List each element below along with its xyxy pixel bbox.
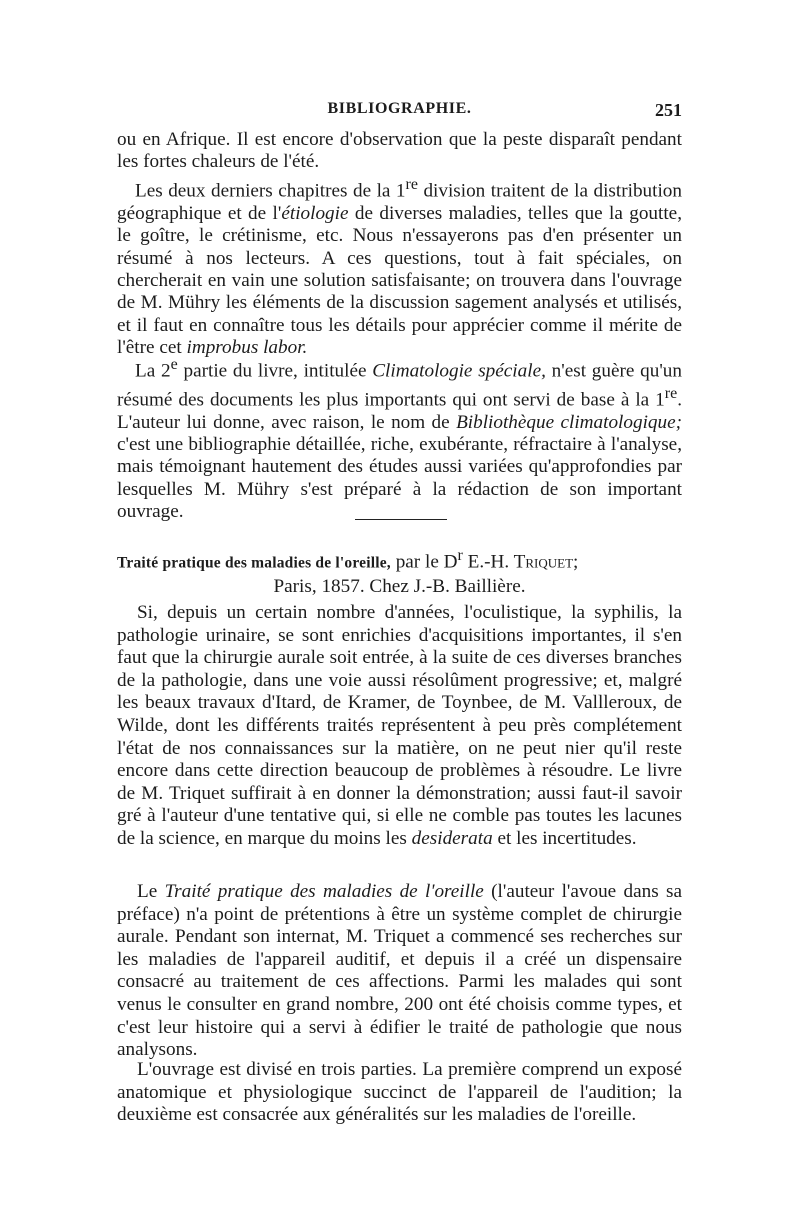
- book-author: E.-H. Triquet;: [462, 551, 579, 573]
- page-number: 251: [655, 100, 682, 120]
- book-publisher: Paris, 1857. Chez J.-B. Baillière.: [273, 576, 526, 598]
- paragraph-6: L'ouvrage est divisé en trois parties. La première comprend un exposé anatomique et physiologique succinct de l'appareil de l'audition; la deuxième est consacrée aux généralités sur les maladies de l'oreille.: [117, 1059, 682, 1126]
- review-heading: Traité pratique des maladies de l'oreille, par le $D^r$ E.-H. Triquet; Paris, 1857. Chez J.-B. Baillière.: [117, 544, 682, 599]
- book-title: Traité pratique des maladies de l'oreille,: [117, 554, 391, 572]
- paragraph-4: Si, depuis un certain nombre d'années, l'oculistique, la syphilis, la pathologie urinaire, se sont enrichies d'acquisitions importantes, il s'en faut que la chirurgie aurale soit entrée, à la suite de ces diverses branches de la pathologie, dans une voie aussi résolûment progressive; et, malgré les beaux travaux d'Itard, de Kramer, de Toynbee, de M. Vallleroux, de Wilde, dont les différents traités représentent à peu près complétement l'état de nos connaissances sur la matière, on ne peut nier qu'il reste encore dans cette direction beaucoup de problèmes à résoudre. Le livre de M. Triquet suffirait à en donner la démonstration; aussi faut-il savoir gré à l'auteur d'une tentative qui, si elle ne comble pas toutes les lacunes de la science, en marque du moins les desiderata et les incertitudes.: [117, 602, 682, 849]
- paragraph-2: Les deux derniers chapitres de la 1re division traitent de la distribution géographique et de l'étiologie de diverses maladies, telles que la goutte, le goître, le crétinisme, etc. Nous n'essayerons pas d'en présenter un résumé à nos lecteurs. A ces questions, tout à fait spéciales, on chercherait en vain une solution satisfaisante; on trouvera dans l'ouvrage de M. Mühry les éléments de la discussion sagement analysés et utilisés, et il faut en connaître tous les détails pour apprécier comme il mérite de l'être cet improbus labor.: [117, 176, 682, 359]
- running-header: [117, 100, 682, 124]
- paragraph-1: ou en Afrique. Il est encore d'observation que la peste disparaît pendant les fortes chaleurs de l'été.: [117, 129, 682, 173]
- paragraph-3: La 2e partie du livre, intitulée Climatologie spéciale, n'est guère qu'un résumé des documents les plus importants qui ont servi de base à la 1re. L'auteur lui donne, avec raison, le nom de Bibliothèque climatologique; c'est une bibliographie détaillée, riche, exubérante, réfractaire à l'analyse, mais témoignant hautement des études aussi variées qu'approfondies par lesquelles M. Mühry s'est préparé à la rédaction de son important ouvrage.: [117, 356, 682, 523]
- running-title: BIBLIOGRAPHIE.: [327, 100, 472, 117]
- paragraph-5: Le Traité pratique des maladies de l'oreille (l'auteur l'avoue dans sa préface) n'a point de prétentions à être un système complet de chirurgie aurale. Pendant son internat, M. Triquet a commencé ses recherches sur les maladies de l'appareil auditif, et depuis il a créé un dispensaire consacré au traitement de ces affections. Parmi les malades qui sont venus le consulter en grand nombre, 200 ont été choisis comme types, et c'est leur histoire qui a servi à édifier le traité de pathologie que nous analysons.: [117, 881, 682, 1061]
- section-divider: [355, 519, 447, 520]
